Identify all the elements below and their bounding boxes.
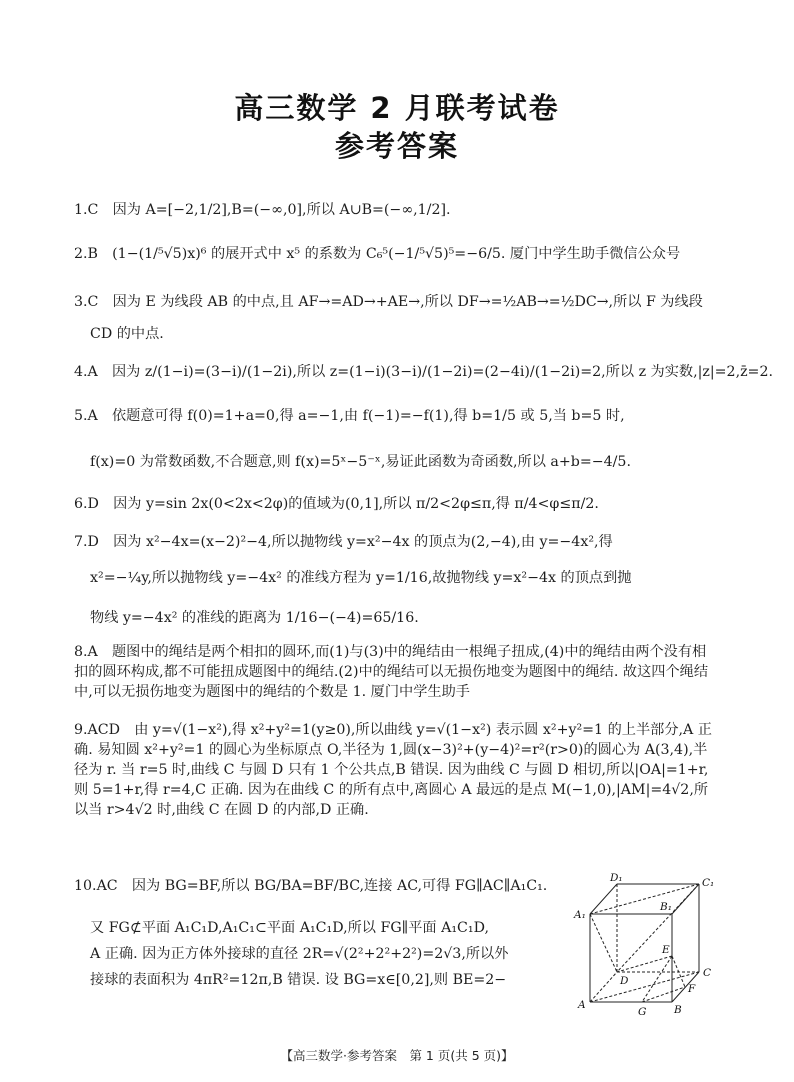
label-b: B (674, 1004, 682, 1016)
answer-7-line-1: 7.D 因为 x²−4x=(x−2)²−4,所以抛物线 y=x²−4x 的顶点为(2,−4),由 y=−4x²,得 (74, 534, 613, 550)
edge-a-d (590, 972, 617, 1002)
answer-4-line-1: 4.A 因为 z/(1−i)=(3−i)/(1−2i),所以 z=(1−i)(3−i)/(1−2i)=(2−4i)/(1−2i)=2,所以 z 为实数,|z|=2,z̄=2. (74, 364, 773, 380)
label-a: A (578, 999, 586, 1011)
label-e: E (662, 944, 670, 956)
answer-5-line-2: f(x)=0 为常数函数,不合题意,则 f(x)=5ˣ−5⁻ˣ,易证此函数为奇函数,所以 a+b=−4/5. (90, 454, 631, 470)
answer-2-line-1: 2.B (1−(1/⁵√5)x)⁶ 的展开式中 x⁵ 的系数为 C₆⁵(−1/⁵√5)⁵=−6/5. 厦门中学生助手微信公众号 (74, 246, 681, 262)
answer-10-line-3: A 正确. 因为正方体外接球的直径 2R=√(2²+2²+2²)=2√3,所以外 (90, 946, 509, 962)
answer-7-line-2: x²=−¼y,所以抛物线 y=−4x² 的准线方程为 y=1/16,故抛物线 y=x²−4x 的顶点到抛 (90, 570, 632, 586)
answer-10-line-2: 又 FG⊄平面 A₁C₁D,A₁C₁⊂平面 A₁C₁D,所以 FG∥平面 A₁C₁D, (90, 920, 489, 936)
cube-figure (572, 872, 722, 1022)
label-b1: B₁ (660, 901, 672, 913)
segment-a1-d (590, 914, 617, 972)
page-subtitle: 参考答案 (334, 129, 459, 163)
answer-3-line-1: 3.C 因为 E 为线段 AB 的中点,且 AF→=AD→+AE→,所以 DF→=½AB→=½DC→,所以 F 为线段 (74, 294, 703, 310)
label-g: G (638, 1006, 647, 1018)
answer-5-line-1: 5.A 依题意可得 f(0)=1+a=0,得 a=−1,由 f(−1)=−f(1),得 b=1/5 或 5,当 b=5 时, (74, 408, 625, 424)
segment-e-d (617, 956, 672, 972)
page-title: 高三数学 2 月联考试卷 (234, 91, 560, 125)
edge-a1-d1 (590, 884, 617, 914)
label-c: C (703, 967, 712, 979)
answer-1-line-1: 1.C 因为 A=[−2,1/2],B=(−∞,0],所以 A∪B=(−∞,1/2]. (74, 202, 451, 218)
answer-10-line-4: 接球的表面积为 4πR²=12π,B 错误. 设 BG=x∈[0,2],则 BE=2− (90, 972, 507, 988)
answer-6-line-1: 6.D 因为 y=sin 2x(0<2x<2φ)的值域为(0,1],所以 π/2<2φ≤π,得 π/4<φ≤π/2. (74, 496, 599, 512)
segment-a-c (590, 972, 699, 1002)
label-a1: A₁ (574, 909, 586, 921)
answer-8-text: 8.A 题图中的绳结是两个相扣的圆环,而(1)与(3)中的绳结由一根绳子扭成,(4)中的绳结由两个没有相扣的圆环构成,都不可能扭成题图中的绳结.(2)中的绳结可以无损伤地变为题图中的绳结. 故这四个绳结中,可以无损伤地变为题图中的绳结的个数是 1. 厦门中学生助手 (74, 644, 709, 700)
label-c1: C₁ (702, 877, 715, 889)
label-d1: D₁ (610, 872, 623, 884)
label-f: F (688, 983, 696, 995)
segment-a1-c1 (590, 884, 699, 914)
answer-9-text: 9.ACD 由 y=√(1−x²),得 x²+y²=1(y≥0),所以曲线 y=√(1−x²) 表示圆 x²+y²=1 的上半部分,A 正确. 易知圆 x²+y²=1 的圆心为坐标原点 O,半径为 1,圆(x−3)²+(y−4)²=r²(r>0)的圆心为 A(3,4),半径为 r. 当 r=5 时,曲线 C 与圆 D 只有 1 个公共点,B 错误. 因为曲线 C 与圆 D 相切,所以|OA|=1+r,则 5=1+r,得 r=4,C 正确. 因为在曲线 C 的所有点中,离圆心 A 最远的是点 M(−1,0),|AM|=4√2,所以当 r>4√2 时,曲线 C 在圆 D 的内部,D 正确. (74, 722, 712, 818)
page-footer: 【高三数学·参考答案 第 1 页(共 5 页)】 (280, 1048, 514, 1063)
answer-3-line-2: CD 的中点. (90, 326, 164, 342)
label-d: D (620, 975, 629, 987)
answer-7-line-3: 物线 y=−4x² 的准线的距离为 1/16−(−4)=65/16. (90, 610, 419, 626)
answer-10-line-1: 10.AC 因为 BG=BF,所以 BG/BA=BF/BC,连接 AC,可得 FG∥AC∥A₁C₁. (74, 878, 548, 894)
